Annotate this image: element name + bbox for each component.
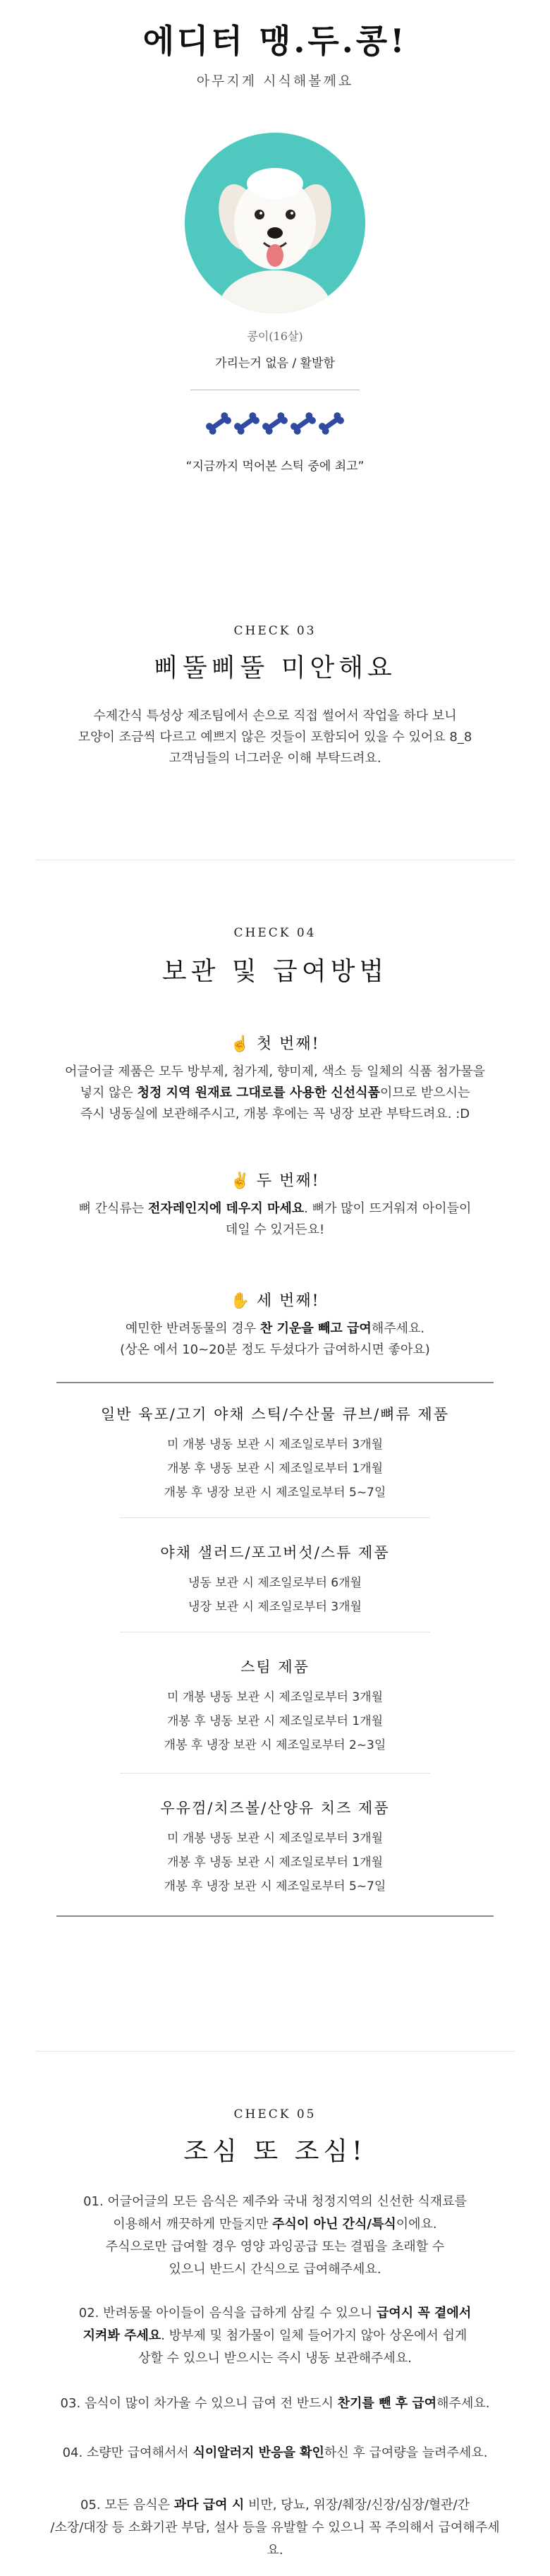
text-line	[42, 2302, 508, 2325]
bold-text: 식이알러지 반응을 확인	[192, 2445, 324, 2460]
page-subtitle: 아무지게 시식해볼께요	[196, 73, 354, 89]
storage-lines	[0, 1571, 550, 1619]
text: 이므로 받으시는	[379, 1085, 470, 1100]
bone-icon	[317, 411, 346, 435]
storage-bottom-rule	[56, 1915, 494, 1917]
text-line: 주식으로만 급여할 경우 영양 과잉공급 또는 결핍을 초래할 수	[105, 2239, 445, 2254]
review-quote: “지금까지 먹어본 스틱 중에 최고”	[185, 459, 365, 474]
bold-text: 청정 지역 원재료 그대로를 사용한 신선식품	[137, 1085, 380, 1100]
hand-two-icon: ✌	[230, 1172, 251, 1190]
storage-title: 스팀 제품	[240, 1659, 310, 1675]
caution-item-1	[42, 2191, 508, 2281]
page-title: 에디터 맹.두.콩!	[142, 22, 408, 60]
section-divider	[35, 2051, 515, 2052]
third-heading	[0, 1289, 550, 1311]
dog-illustration	[185, 133, 365, 313]
text: 04. 소량만 급여해서서	[62, 2445, 193, 2460]
text: 하신 후 급여량을 늘려주세요.	[324, 2445, 488, 2460]
text-line: 고객님들의 너그러운 이해 부탁드려요.	[169, 751, 381, 766]
storage-line: 미 개봉 냉동 보관 시 제조일로부터 3개월	[167, 1438, 383, 1452]
bone-icon	[233, 411, 261, 435]
storage-lines	[0, 1826, 550, 1898]
bone-icon	[289, 411, 317, 435]
text-line	[42, 2213, 508, 2236]
storage-line: 냉동 보관 시 제조일로부터 6개월	[188, 1576, 362, 1590]
text: 이용해서 깨끗하게 만들지만	[113, 2217, 273, 2232]
storage-title: 야채 샐러드/포고버섯/스튜 제품	[160, 1544, 390, 1561]
storage-title: 일반 육포/고기 야채 스틱/수산물 큐브/뼈류 제품	[100, 1406, 450, 1423]
storage-top-rule	[56, 1382, 494, 1383]
text-line	[42, 2494, 508, 2517]
text-line: 상할 수 있으니 받으시는 즉시 냉동 보관해주세요.	[138, 2351, 412, 2366]
first-text	[42, 1061, 508, 1125]
caution-item-2	[42, 2302, 508, 2370]
third-text	[42, 1318, 508, 1361]
storage-divider	[120, 1517, 430, 1518]
storage-title: 우유껌/치즈볼/산양유 치즈 제품	[160, 1800, 390, 1817]
check-04-label: CHECK 04	[233, 926, 317, 940]
text-line: /소장/대장 등 소화기관 부담, 설사 등을 유발할 수 있으니 꼭 주의해서 급여해주세요.	[50, 2520, 500, 2558]
caution-item-4	[42, 2442, 508, 2464]
caution-item-3	[42, 2393, 508, 2415]
storage-line: 냉장 보관 시 제조일로부터 3개월	[188, 1600, 362, 1614]
text: 비만, 당뇨, 위장/췌장/신장/심장/혈관/간	[244, 2498, 470, 2512]
dog-avatar	[185, 133, 365, 313]
storage-line: 개봉 후 냉동 보관 시 제조일로부터 1개월	[167, 1855, 383, 1870]
text: 뼈 간식류는	[78, 1201, 148, 1216]
text: 넣지 않은	[80, 1085, 138, 1100]
dog-traits: 가리는거 없음 / 활발함	[215, 356, 335, 371]
storage-divider	[120, 1773, 430, 1774]
bold-text: 지켜봐 주세요	[82, 2328, 161, 2343]
bold-text: 과다 급여 시	[173, 2498, 245, 2512]
storage-line: 개봉 후 냉장 보관 시 제조일로부터 5~7일	[164, 1486, 386, 1500]
storage-lines	[0, 1685, 550, 1757]
text: 해주세요.	[436, 2396, 490, 2411]
second-text	[42, 1198, 508, 1241]
check-04-title: 보관 및 급여방법	[161, 957, 389, 986]
text: 02. 반려동물 아이들이 음식을 급하게 삼킬 수 있으니	[78, 2306, 377, 2321]
storage-line: 미 개봉 냉동 보관 시 제조일로부터 3개월	[167, 1690, 383, 1704]
text-line	[42, 2442, 508, 2464]
text: 이에요.	[396, 2217, 437, 2232]
text-line	[42, 2393, 508, 2415]
bone-icon	[261, 411, 289, 435]
text-line: (상온 에서 10~20분 정도 두셨다가 급여하시면 좋아요)	[120, 1342, 430, 1357]
text: 05. 모든 음식은	[80, 2498, 174, 2512]
bold-text: 전자레인지에 데우지 마세요	[147, 1201, 305, 1216]
text-line	[42, 1083, 508, 1104]
storage-line: 미 개봉 냉동 보관 시 제조일로부터 3개월	[167, 1831, 383, 1846]
bone-rating	[204, 409, 346, 438]
text-line: 수제간식 특성상 제조팀에서 손으로 직접 썰어서 작업을 하다 보니	[93, 709, 457, 723]
text-line: 있으니 반드시 간식으로 급여해주세요.	[169, 2262, 381, 2277]
hand-one-icon: ☝	[230, 1035, 251, 1053]
hand-three-icon: ✋	[230, 1292, 251, 1310]
check-03-text	[42, 706, 508, 769]
check-05-label: CHECK 05	[233, 2107, 317, 2121]
first-heading	[0, 1032, 550, 1054]
storage-lines	[0, 1433, 550, 1505]
check-03-label: CHECK 03	[233, 624, 317, 638]
dog-name: 콩이(16살)	[247, 330, 303, 343]
storage-line: 개봉 후 냉장 보관 시 제조일로부터 5~7일	[164, 1879, 386, 1894]
text-line: 즉시 냉동실에 보관해주시고, 개봉 후에는 꼭 냉장 보관 부탁드려요. :D	[80, 1107, 470, 1121]
text-line	[42, 1198, 508, 1220]
text-line: 어글어글 제품은 모두 방부제, 첨가제, 향미제, 색소 등 일체의 식품 첨가물을	[64, 1064, 486, 1079]
caution-item-5	[42, 2494, 508, 2562]
bold-text: 찬기를 뺀 후 급여	[337, 2396, 437, 2411]
text-line: 모양이 조금씩 다르고 예쁘지 않은 것들이 포함되어 있을 수 있어요 8_8	[78, 730, 472, 745]
check-05-title: 조심 또 조심!	[183, 2137, 367, 2166]
second-heading	[0, 1169, 550, 1191]
third-heading-text: 세 번째!	[256, 1292, 320, 1310]
text-line	[42, 2325, 508, 2347]
bold-text: 주식이 아닌 간식/특식	[272, 2217, 396, 2232]
text-line: 01. 어글어글의 모든 음식은 제주와 국내 청정지역의 신선한 식재료를	[83, 2194, 467, 2209]
text: 03. 음식이 많이 차가울 수 있으니 급여 전 반드시	[60, 2396, 338, 2411]
bold-text: 급여시 꼭 곁에서	[376, 2306, 472, 2321]
storage-line: 개봉 후 냉장 보관 시 제조일로부터 2~3일	[164, 1738, 386, 1752]
bold-text: 찬 기운을 빼고 급여	[259, 1321, 372, 1336]
text: . 방부제 및 첨가물이 일체 들어가지 않아 상온에서 쉽게	[161, 2328, 468, 2343]
text-line	[42, 1318, 508, 1340]
text: 예민한 반려동물의 경우	[125, 1321, 260, 1336]
storage-line: 개봉 후 냉동 보관 시 제조일로부터 1개월	[167, 1714, 383, 1728]
first-heading-text: 첫 번째!	[256, 1035, 320, 1053]
text: . 뼈가 많이 뜨거워져 아이들이	[304, 1201, 472, 1216]
bone-icon	[204, 411, 233, 435]
text-line: 데일 수 있거든요!	[225, 1222, 325, 1237]
storage-line: 개봉 후 냉동 보관 시 제조일로부터 1개월	[167, 1462, 383, 1476]
check-03-title: 삐뚤삐뚤 미안해요	[154, 654, 396, 682]
second-heading-text: 두 번째!	[256, 1172, 320, 1190]
text: 해주세요.	[371, 1321, 425, 1336]
